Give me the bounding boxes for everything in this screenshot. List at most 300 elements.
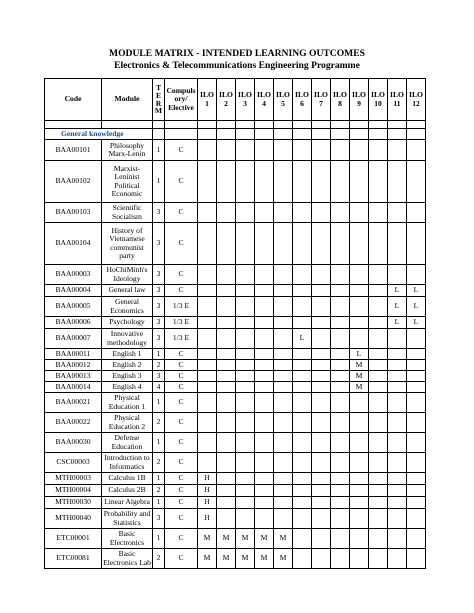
ilo-cell: H [198,497,217,509]
ilo-cell [407,371,426,382]
ilo-cell [274,433,293,453]
ilo-cell [388,497,407,509]
header-ilo: ILO 9 [350,79,369,121]
ilo-cell [236,497,255,509]
module-name-cell: Innovative methodology [102,329,153,349]
ilo-cell [293,509,312,529]
ilo-cell [388,509,407,529]
ilo-cell: M [217,549,236,569]
page-title: MODULE MATRIX - INTENDED LEARNING OUTCOMES [109,48,365,59]
ilo-cell [312,549,331,569]
ilo-cell [217,371,236,382]
module-name-cell: Introduction to Informatics [102,453,153,473]
table-row [45,473,426,485]
ilo-cell [255,509,274,529]
ilo-cell [217,317,236,329]
module-name-cell: General law [102,285,153,297]
ilo-cell [388,349,407,360]
page-subtitle: Electronics & Telecommunications Engineering Programme [114,60,360,71]
module-code-cell: BAA00104 [45,223,102,265]
ilo-cell [312,349,331,360]
ilo-cell: L [388,297,407,317]
ilo-cell [255,393,274,413]
ilo-cell [255,329,274,349]
ilo-cell [274,382,293,393]
term-cell: 3 [153,371,165,382]
table-row [45,161,426,203]
ilo-cell [312,393,331,413]
ilo-cell [369,360,388,371]
ilo-cell [274,223,293,265]
header-ilo: ILO 7 [312,79,331,121]
ilo-cell [217,329,236,349]
ilo-cell [217,509,236,529]
ilo-cell [331,203,350,223]
ilo-cell [236,285,255,297]
header-ilo: ILO 12 [407,79,426,121]
ilo-cell [388,393,407,413]
ilo-cell [331,360,350,371]
ilo-cell [255,140,274,161]
module-code-cell: BAA00005 [45,297,102,317]
ilo-cell [236,360,255,371]
ilo-cell [331,509,350,529]
ilo-cell [198,453,217,473]
ilo-cell [350,393,369,413]
ilo-cell [255,285,274,297]
ilo-cell [369,285,388,297]
ilo-cell [350,549,369,569]
ilo-cell [331,393,350,413]
ilo-cell [331,529,350,549]
module-code-cell: BAA00014 [45,382,102,393]
ilo-cell [274,497,293,509]
ilo-cell [293,265,312,285]
ilo-cell [293,349,312,360]
table-row [45,349,426,360]
ilo-cell [255,433,274,453]
term-cell: 1 [153,393,165,413]
ilo-cell [293,473,312,485]
ilo-cell [388,529,407,549]
table-row [45,382,426,393]
module-name-cell: English 4 [102,382,153,393]
term-cell: 3 [153,297,165,317]
ilo-cell [236,161,255,203]
term-cell: 2 [153,360,165,371]
module-name-cell: English 1 [102,349,153,360]
ilo-cell [312,161,331,203]
ilo-cell [388,161,407,203]
ilo-cell [312,203,331,223]
module-name-cell: History of Vietnamese communist party [102,223,153,265]
module-matrix-table [44,78,426,569]
compulsory-elective-cell: C [165,349,198,360]
ilo-cell [312,509,331,529]
module-code-cell: BAA00103 [45,203,102,223]
ilo-cell [255,413,274,433]
ilo-cell [331,265,350,285]
ilo-cell [217,382,236,393]
ilo-cell [236,453,255,473]
module-code-cell: BAA00013 [45,371,102,382]
ilo-cell [350,433,369,453]
ilo-cell [388,329,407,349]
module-name-cell: Philosophy Marx-Lenin [102,140,153,161]
ilo-cell [331,473,350,485]
ilo-cell [274,317,293,329]
ilo-cell [293,529,312,549]
ilo-cell [407,393,426,413]
ilo-cell [312,140,331,161]
ilo-cell [274,297,293,317]
ilo-cell [407,329,426,349]
ilo-cell [350,453,369,473]
ilo-cell [388,433,407,453]
table-row [45,485,426,497]
ilo-cell [274,161,293,203]
ilo-cell [350,413,369,433]
term-cell: 3 [153,509,165,529]
ilo-cell: M [274,529,293,549]
ilo-cell [369,382,388,393]
ilo-cell [331,497,350,509]
ilo-cell [350,473,369,485]
ilo-cell [369,317,388,329]
ilo-cell [293,285,312,297]
ilo-cell [217,453,236,473]
ilo-cell [331,161,350,203]
term-cell: 2 [153,413,165,433]
ilo-cell [236,433,255,453]
ilo-cell [198,371,217,382]
ilo-cell [255,360,274,371]
ilo-cell [369,393,388,413]
ilo-cell [236,371,255,382]
header-ilo: ILO 1 [198,79,217,121]
ilo-cell [331,317,350,329]
ilo-cell [407,265,426,285]
module-code-cell: BAA00003 [45,265,102,285]
table-row [45,203,426,223]
module-code-cell: BAA00030 [45,433,102,453]
ilo-cell: M [198,529,217,549]
ilo-cell [217,360,236,371]
ilo-cell [369,349,388,360]
ilo-cell [350,497,369,509]
term-cell: 3 [153,317,165,329]
compulsory-elective-cell: C [165,285,198,297]
ilo-cell [312,497,331,509]
ilo-cell [312,413,331,433]
ilo-cell [274,349,293,360]
ilo-cell [369,473,388,485]
ilo-cell [369,203,388,223]
table-row [45,393,426,413]
ilo-cell: M [255,529,274,549]
ilo-cell [293,485,312,497]
ilo-cell [255,371,274,382]
table-row [45,360,426,371]
module-name-cell: Probability and Statistics [102,509,153,529]
ilo-cell [293,140,312,161]
term-cell: 1 [153,473,165,485]
ilo-cell [217,413,236,433]
ilo-cell [350,203,369,223]
ilo-cell: M [236,529,255,549]
compulsory-elective-cell: C [165,509,198,529]
ilo-cell [217,140,236,161]
header-ilo: ILO 10 [369,79,388,121]
ilo-cell [388,382,407,393]
ilo-cell [255,349,274,360]
header-ilo: ILO 4 [255,79,274,121]
ilo-cell [369,497,388,509]
ilo-cell: M [350,382,369,393]
ilo-cell [369,413,388,433]
ilo-cell [217,203,236,223]
ilo-cell: H [198,473,217,485]
ilo-cell [407,529,426,549]
table-row [45,265,426,285]
ilo-cell [350,161,369,203]
ilo-cell [369,509,388,529]
ilo-cell: M [350,360,369,371]
ilo-cell [369,549,388,569]
module-code-cell: BAA00011 [45,349,102,360]
ilo-cell: M [255,549,274,569]
ilo-cell [369,161,388,203]
ilo-cell [198,317,217,329]
ilo-cell [312,285,331,297]
ilo-cell [369,371,388,382]
ilo-cell [331,297,350,317]
ilo-cell: L [407,285,426,297]
ilo-cell [198,393,217,413]
compulsory-elective-cell: C [165,371,198,382]
module-code-cell: MTH00003 [45,473,102,485]
ilo-cell [217,485,236,497]
ilo-cell [331,329,350,349]
ilo-cell [236,349,255,360]
ilo-cell [274,285,293,297]
ilo-cell [274,329,293,349]
ilo-cell [198,349,217,360]
module-name-cell: Scientific Socialism [102,203,153,223]
ilo-cell [350,140,369,161]
ilo-cell [217,285,236,297]
ilo-cell [217,433,236,453]
ilo-cell [217,473,236,485]
ilo-cell [293,393,312,413]
compulsory-elective-cell: C [165,497,198,509]
ilo-cell [198,223,217,265]
ilo-cell [350,317,369,329]
term-cell: 3 [153,329,165,349]
compulsory-elective-cell: C [165,433,198,453]
ilo-cell: M [274,549,293,569]
ilo-cell [198,382,217,393]
ilo-cell [274,371,293,382]
module-code-cell: CSC00003 [45,453,102,473]
header-row [45,79,426,121]
module-name-cell: General Economics [102,297,153,317]
ilo-cell [331,140,350,161]
ilo-cell [236,382,255,393]
ilo-cell [274,509,293,529]
module-code-cell: MTH00030 [45,497,102,509]
ilo-cell [255,485,274,497]
ilo-cell [236,485,255,497]
term-cell: 1 [153,433,165,453]
module-code-cell: MTH00004 [45,485,102,497]
ilo-cell [331,413,350,433]
ilo-cell [293,433,312,453]
ilo-cell [388,265,407,285]
table-row [45,297,426,317]
module-code-cell: BAA00021 [45,393,102,413]
module-name-cell: Psychology [102,317,153,329]
compulsory-elective-cell: C [165,473,198,485]
ilo-cell: L [350,349,369,360]
ilo-cell [293,497,312,509]
ilo-cell [331,371,350,382]
ilo-cell [407,161,426,203]
ilo-cell [274,485,293,497]
module-code-cell: MTH00040 [45,509,102,529]
module-code-cell: BAA00012 [45,360,102,371]
module-code-cell: BAA00102 [45,161,102,203]
compulsory-elective-cell: C [165,485,198,497]
ilo-cell [350,329,369,349]
spacer-row [45,121,426,129]
term-cell: 1 [153,161,165,203]
ilo-cell [236,140,255,161]
ilo-cell [236,203,255,223]
ilo-cell [350,223,369,265]
ilo-cell [388,473,407,485]
module-name-cell: Calculus 1B [102,473,153,485]
ilo-cell [407,413,426,433]
ilo-cell [407,497,426,509]
ilo-cell [217,161,236,203]
ilo-cell [350,529,369,549]
ilo-cell [369,529,388,549]
ilo-cell [407,549,426,569]
ilo-cell [236,413,255,433]
ilo-cell [388,203,407,223]
ilo-cell [312,329,331,349]
table-row [45,497,426,509]
module-name-cell: Physical Education 1 [102,393,153,413]
compulsory-elective-cell: C [165,393,198,413]
term-cell: 3 [153,223,165,265]
ilo-cell: L [388,317,407,329]
ilo-cell [198,203,217,223]
ilo-cell [312,433,331,453]
header-ilo: ILO 2 [217,79,236,121]
ilo-cell [236,297,255,317]
ilo-cell [350,265,369,285]
ilo-cell [198,285,217,297]
ilo-cell [198,329,217,349]
ilo-cell [388,360,407,371]
module-name-cell: Linear Algebra [102,497,153,509]
module-name-cell: Calculus 2B [102,485,153,497]
ilo-cell [236,317,255,329]
ilo-cell [312,529,331,549]
module-name-cell: Physical Education 2 [102,413,153,433]
ilo-cell [388,223,407,265]
term-cell: 4 [153,382,165,393]
header-ilo: ILO 6 [293,79,312,121]
compulsory-elective-cell: C [165,140,198,161]
term-cell: 2 [153,549,165,569]
ilo-cell [407,473,426,485]
compulsory-elective-cell: C [165,265,198,285]
ilo-cell [274,473,293,485]
ilo-cell: L [407,317,426,329]
header-code: Code [45,79,102,121]
table-row [45,371,426,382]
ilo-cell [369,485,388,497]
term-cell: 3 [153,285,165,297]
ilo-cell [407,485,426,497]
ilo-cell [255,453,274,473]
ilo-cell [350,285,369,297]
ilo-cell [236,223,255,265]
ilo-cell [274,413,293,433]
ilo-cell [274,203,293,223]
ilo-cell [255,297,274,317]
ilo-cell [407,433,426,453]
ilo-cell [369,140,388,161]
term-cell: 1 [153,529,165,549]
ilo-cell [198,297,217,317]
term-cell: 1 [153,349,165,360]
ilo-cell [331,285,350,297]
compulsory-elective-cell: C [165,360,198,371]
ilo-cell [255,223,274,265]
ilo-cell: M [236,549,255,569]
ilo-cell [388,453,407,473]
ilo-cell [312,360,331,371]
ilo-cell [350,509,369,529]
ilo-cell [198,140,217,161]
ilo-cell [331,453,350,473]
term-cell: 1 [153,140,165,161]
header-compulsory-elective: Compuls ory/ Elective [165,79,198,121]
ilo-cell [369,223,388,265]
ilo-cell [293,382,312,393]
compulsory-elective-cell: C [165,549,198,569]
ilo-cell [293,371,312,382]
table-row [45,549,426,569]
module-name-cell: HoChiMinh's Ideology [102,265,153,285]
table-row [45,329,426,349]
module-code-cell: BAA00006 [45,317,102,329]
ilo-cell [407,140,426,161]
ilo-cell [312,453,331,473]
ilo-cell [312,371,331,382]
term-cell: 3 [153,203,165,223]
table-row [45,529,426,549]
compulsory-elective-cell: C [165,203,198,223]
ilo-cell [293,223,312,265]
ilo-cell [274,140,293,161]
ilo-cell [293,297,312,317]
header-module: Module [102,79,153,121]
